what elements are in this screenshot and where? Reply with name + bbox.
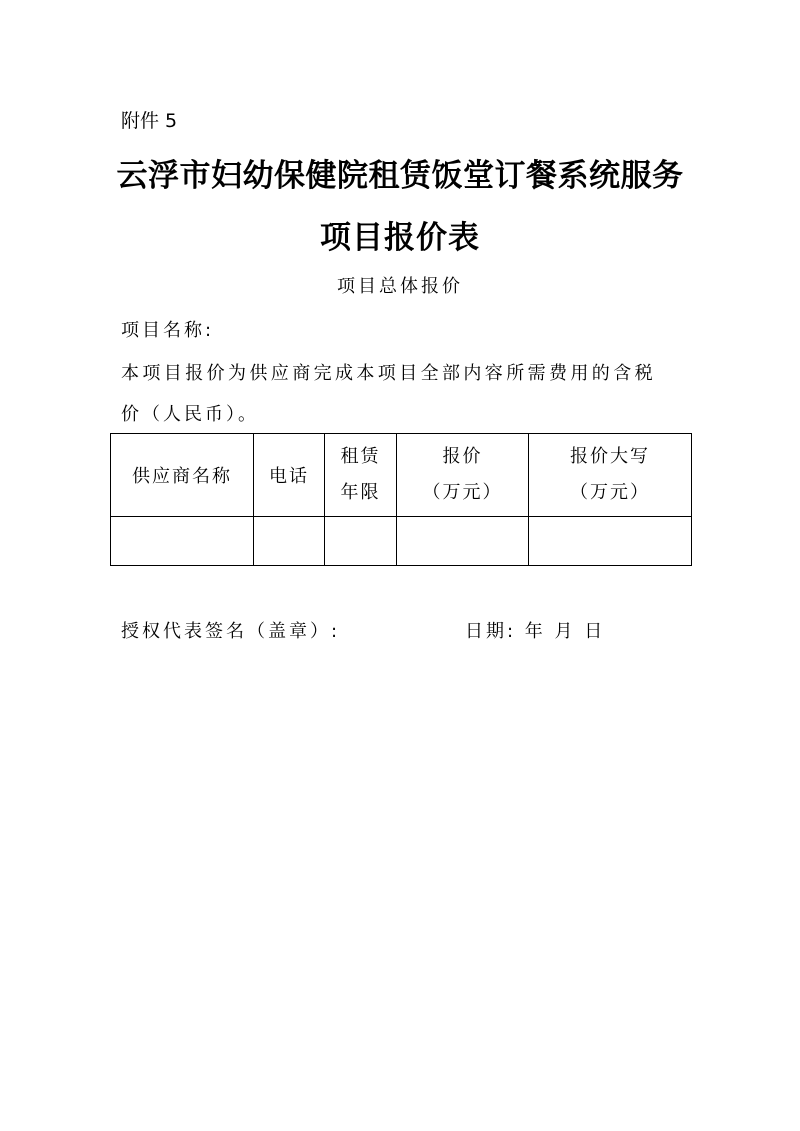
header-lease-term-line2: 年限 bbox=[340, 482, 381, 503]
header-supplier-name bbox=[111, 434, 254, 517]
cell-quote[interactable] bbox=[397, 517, 529, 566]
document-title-line2: 项目报价表 bbox=[320, 220, 480, 256]
header-phone-text: 电话 bbox=[269, 466, 309, 487]
cell-supplier-name[interactable] bbox=[111, 517, 254, 566]
header-supplier-name-text: 供应商名称 bbox=[132, 466, 232, 487]
cell-quote-uppercase[interactable] bbox=[529, 517, 692, 566]
document-title-line1: 云浮市妇幼保健院租赁饭堂订餐系统服务 bbox=[116, 158, 684, 194]
cell-phone[interactable] bbox=[254, 517, 325, 566]
table-row bbox=[111, 517, 692, 566]
description-line1: 本项目报价为供应商完成本项目全部内容所需费用的含税 bbox=[121, 363, 656, 384]
header-lease-term bbox=[325, 434, 397, 517]
description-line2: 价（人民币）。 bbox=[121, 404, 259, 425]
header-lease-term-line1: 租赁 bbox=[340, 446, 381, 467]
header-quote-uppercase bbox=[529, 434, 692, 517]
attachment-label: 附件 5 bbox=[121, 110, 178, 132]
cell-lease-term[interactable] bbox=[325, 517, 397, 566]
header-quote bbox=[397, 434, 529, 517]
date-label: 日期: 年 月 日 bbox=[465, 621, 606, 642]
quote-table bbox=[110, 433, 692, 566]
table-header-row bbox=[111, 434, 692, 517]
header-phone bbox=[254, 434, 325, 517]
header-quote-uppercase-line2: （万元） bbox=[570, 482, 650, 503]
document-subtitle: 项目总体报价 bbox=[337, 276, 463, 297]
header-quote-line1: 报价 bbox=[442, 446, 483, 467]
project-name-label: 项目名称: bbox=[121, 320, 215, 341]
header-quote-uppercase-line1: 报价大写 bbox=[570, 446, 650, 467]
signature-label: 授权代表签名（盖章）: bbox=[121, 621, 341, 642]
header-quote-line2: （万元） bbox=[422, 482, 503, 503]
